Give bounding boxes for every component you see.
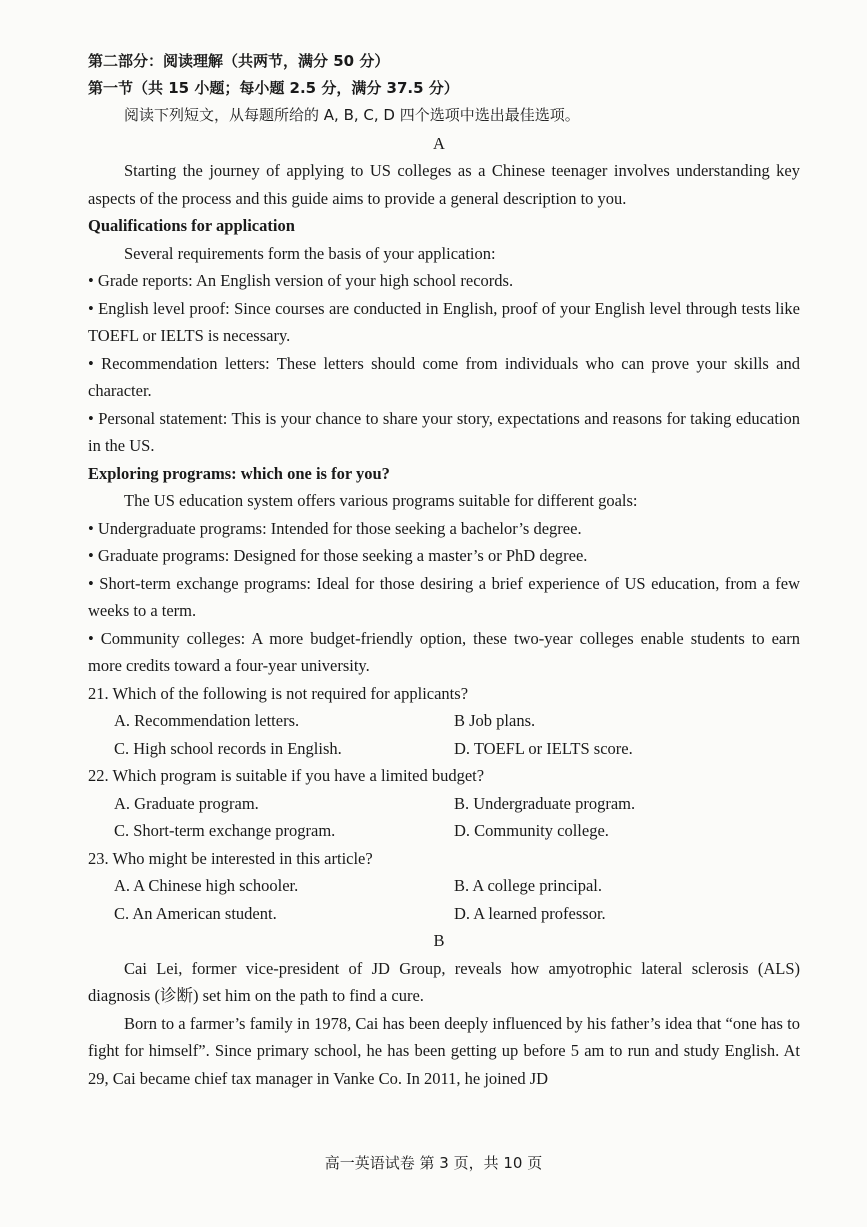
option-c: C. Short-term exchange program. <box>114 821 336 840</box>
option-b: B. Undergraduate program. <box>454 793 636 813</box>
question-22 <box>88 762 800 845</box>
qualifications-heading: Qualifications for application <box>88 216 295 235</box>
programs-heading: Exploring programs: which one is for you? <box>88 463 390 483</box>
prog-item: • Graduate programs: Designed for those seeking a master’s or PhD degree. <box>88 546 588 565</box>
exam-page <box>88 48 800 1092</box>
programs-intro: The US education system offers various programs suitable for different goals: <box>124 491 638 510</box>
option-b: B. A college principal. <box>454 876 603 895</box>
question-stem: 23. Who might be interested in this article? <box>88 848 373 868</box>
option-d: D. Community college. <box>454 821 609 840</box>
part-title: 第二部分：阅读理解（共两节，满分 50 分） <box>88 52 390 70</box>
option-a: A. Graduate program. <box>114 793 259 813</box>
question-23 <box>88 845 800 928</box>
option-a: A. Recommendation letters. <box>114 711 300 730</box>
option-b: B Job plans. <box>454 711 536 730</box>
option-a: A. A Chinese high schooler. <box>114 876 299 895</box>
prog-item: • Short-term exchange programs: Ideal for those desiring a brief experience of US education, from a few weeks to a term. <box>88 573 800 620</box>
prog-item: • Undergraduate programs: Intended for those seeking a bachelor’s degree. <box>88 518 582 538</box>
section-title: 第一节（共 15 小题；每小题 2.5 分，满分 37.5 分） <box>88 79 459 97</box>
passage-a-intro: Starting the journey of applying to US colleges as a Chinese teenager involves understanding key aspects of the process and this guide aims to provide a general description to you. <box>88 161 800 208</box>
qual-item: • English level proof: Since courses are conducted in English, proof of your English level through tests like TOEFL or IELTS is necessary. <box>88 298 800 345</box>
option-c: C. An American student. <box>114 903 277 923</box>
option-d: D. A learned professor. <box>454 903 606 923</box>
question-stem: 22. Which program is suitable if you have a limited budget? <box>88 766 485 785</box>
qualifications-intro: Several requirements form the basis of your application: <box>124 243 496 263</box>
qual-item: • Grade reports: An English version of your high school records. <box>88 271 514 290</box>
option-c: C. High school records in English. <box>114 738 342 758</box>
question-stem: 21. Which of the following is not required for applicants? <box>88 683 469 703</box>
question-21 <box>88 680 800 763</box>
prog-item: • Community colleges: A more budget-friendly option, these two-year colleges enable students to earn more credits toward a four-year university. <box>88 628 800 675</box>
option-d: D. TOEFL or IELTS score. <box>454 738 633 758</box>
page-footer: 高一英语试卷 第 3 页，共 10 页 <box>324 1154 543 1172</box>
instruction: 阅读下列短文，从每题所给的 A, B, C, D 四个选项中选出最佳选项。 <box>124 106 580 124</box>
qual-item: • Personal statement: This is your chance to share your story, expectations and reasons for taking education in the US. <box>88 408 800 455</box>
passage-a-letter: A <box>433 133 445 153</box>
passage-b-letter: B <box>433 931 445 950</box>
passage-b-para-2: Born to a farmer’s family in 1978, Cai has been deeply influenced by his father’s idea that “one has to fight for himself”. Since primary school, he has been getting up before 5 am to run and study English. At 29, Cai became chief tax manager in Vanke Co. In 2011, he joined JD <box>88 1013 800 1088</box>
passage-b-para-1: Cai Lei, former vice-president of JD Group, reveals how amyotrophic lateral sclerosis (ALS) diagnosis (诊断) set him on the path to find a cure. <box>88 958 800 1005</box>
qual-item: • Recommendation letters: These letters should come from individuals who can prove your skills and character. <box>88 353 800 400</box>
